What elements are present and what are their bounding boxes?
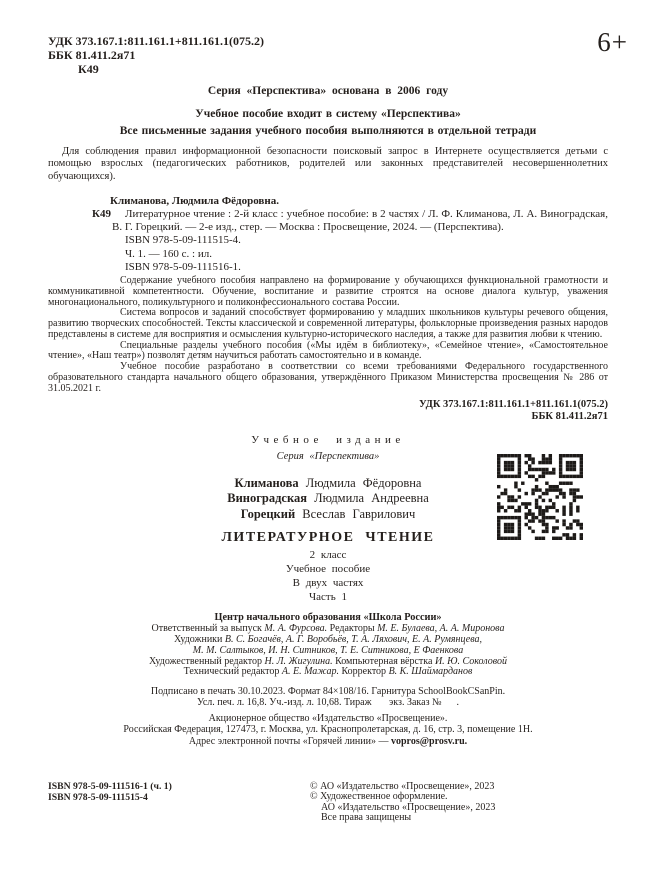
credits-line <box>48 667 608 678</box>
author-given: Людмила Фёдоровна <box>305 475 422 490</box>
hotline-line <box>48 736 608 747</box>
credit-name: В. С. Богачёв, А. Г. Воробьёв, Т. А. Ляхович, Е. А. Румянцева, <box>224 633 482 645</box>
card-udc-footer: УДК 373.167.1:811.161.1+811.161.1(075.2) <box>418 398 608 410</box>
bbc-line: ББК 81.411.2я71 <box>48 48 136 62</box>
annotation-paragraph: Содержание учебного пособия направлено на формирование у обучающихся функциональной грамотности и коммуникативной компетентности. Обучение, воспитание и развитие строятся на основе диалога культур, уважения многонационального, поликультурного и поликонфессионального состава России. <box>48 274 608 308</box>
card-code: К49 <box>92 207 111 220</box>
hotline-label: Адрес электронной почты «Горячей линии» — <box>188 735 389 747</box>
card-part-line: Ч. 1. — 160 с. : ил. <box>125 247 212 260</box>
notebook-note: Все письменные задания учебного пособия выполняются в отдельной тетради <box>119 125 537 137</box>
author-surname: Виноградская <box>227 491 308 506</box>
print-line: Подписано в печать 30.10.2023. Формат 84×108/16. Гарнитура SchoolBookCSanPin. <box>150 686 506 698</box>
card-isbn-series: ISBN 978-5-09-111515-4. <box>125 234 241 247</box>
card-body <box>48 208 608 274</box>
age-rating-badge: 6+ <box>597 27 628 57</box>
edition-kind: Учебное издание <box>251 433 405 446</box>
credit-name: М. Е. Булаева, А. А. Миронова <box>377 623 505 635</box>
credit-role: Художники <box>174 633 223 645</box>
copyright-line: АО «Издательство «Просвещение», 2023 <box>321 801 496 813</box>
card-isbn-part: ISBN 978-5-09-111516-1. <box>125 260 241 273</box>
parts-line: В двух частях <box>292 576 364 589</box>
security-notice: Для соблюдения правил информационной безопасности поисковый запрос в Интернете осуществляется детьми с помощью взрослых (педагогических работников, родителей или законных представителей несовершеннолетних обучающихся). <box>48 146 608 182</box>
hotline-email: vopros@prosv.ru. <box>391 735 468 747</box>
credit-role: Ответственный за выпуск <box>151 623 262 635</box>
subtitle-line: Учебное пособие <box>285 562 371 575</box>
credit-role: Редакторы <box>329 623 375 635</box>
udc-line: УДК 373.167.1:811.161.1+811.161.1(075.2) <box>48 34 265 48</box>
publisher-block <box>48 713 608 747</box>
author-given: Людмила Андреевна <box>314 491 429 506</box>
credits-center: Центр начального образования «Школа России» <box>214 612 442 624</box>
credits-line: М. М. Салтыков, И. Н. Ситников, Т. Е. Ситникова, Е Фаенкова <box>192 644 464 656</box>
edition-details <box>48 549 608 604</box>
annotation-paragraph: Учебное пособие разработано в соответствии со всеми требованиями Федерального государственного образовательного стандарта начального общего образования, утверждённого Приказом Министерства просвещения № 286 от 31.05.2021 г. <box>48 361 608 394</box>
credit-name: Н. Л. Жигулина. <box>264 655 333 667</box>
card-bbc-footer: ББК 81.411.2я71 <box>531 411 608 423</box>
credit-name: И. Ю. Соколовой <box>434 655 507 667</box>
copyright-line: Все права защищены <box>321 812 412 824</box>
credit-name: В. К. Шаймарданов <box>388 666 473 678</box>
card-author-heading: Климанова, Людмила Фёдоровна. <box>110 194 279 207</box>
credit-role: Корректор <box>341 666 387 678</box>
credit-name: М. А. Фурсова. <box>264 623 328 635</box>
system-note: Учебное пособие входит в систему «Перспектива» <box>195 108 461 120</box>
author-given: Всеслав Гаврилович <box>302 506 416 521</box>
grade-line: 2 класс <box>309 549 347 562</box>
part-line: Часть 1 <box>309 590 347 603</box>
publisher-line: Акционерное общество «Издательство «Просвещение». <box>208 712 448 724</box>
isbn-part-line: ISBN 978-5-09-111516-1 (ч. 1) <box>48 781 172 792</box>
credit-role: Технический редактор <box>183 666 280 678</box>
credit-role: Художественный редактор <box>149 655 263 667</box>
author-surname: Горецкий <box>240 506 296 521</box>
annotation-paragraph: Система вопросов и заданий способствует формированию у младших школьников культуры речевого общения, развитию творческих способностей. Тексты классической и современной литературы, фольклорные произведения разных народов представлены в системе для восприятия и осмысления культурно-исторического наследия, а также для развития любви к чтению. <box>48 307 608 340</box>
qr-code-icon <box>497 454 583 540</box>
credit-name: А. Е. Мажар. <box>281 666 339 678</box>
author-surname: Климанова <box>234 475 299 490</box>
catalog-card <box>48 195 608 424</box>
imprint-block <box>48 687 608 709</box>
volume-line: Усл. печ. л. 16,8. Уч.-изд. л. 10,68. Тираж экз. Заказ № . <box>196 696 460 708</box>
annotation-block <box>48 276 608 395</box>
credit-role: Компьютерная вёрстка <box>335 655 433 667</box>
annotation-paragraph: Специальные разделы учебного пособия («Мы идём в библиотеку», «Семейное чтение», «Самостоятельное чтение», «Наш театр») позволят детям научиться работать самостоятельно и в команде. <box>48 339 608 362</box>
book-title: ЛИТЕРАТУРНОЕ ЧТЕНИЕ <box>221 530 435 546</box>
system-notes <box>48 106 608 140</box>
credits-block <box>48 613 608 678</box>
card-description: Литературное чтение : 2-й класс : учебное пособие: в 2 частях / Л. Ф. Климанова, Л. А. Виноградская, В. Г. Горецкий. — 2-е изд., стер. — Москва : Просвещение, 2024. — (Перспектива). <box>112 207 608 234</box>
header-meta <box>48 34 608 76</box>
copyright-line: © АО «Издательство «Просвещение», 2023 <box>310 781 495 792</box>
copyright-line: © Художественное оформление. <box>310 791 448 803</box>
address-line: Российская Федерация, 127473, г. Москва, ул. Краснопролетарская, д. 16, стр. 3, помещение 1Н. <box>123 724 533 736</box>
isbn-block <box>48 782 172 803</box>
edition-series: Серия «Перспектива» <box>276 450 380 462</box>
series-note: Серия «Перспектива» основана в 2006 году <box>207 85 449 97</box>
author-code: К49 <box>78 62 99 76</box>
copyright-block <box>310 782 495 824</box>
isbn-series-line: ISBN 978-5-09-111515-4 <box>48 791 148 803</box>
